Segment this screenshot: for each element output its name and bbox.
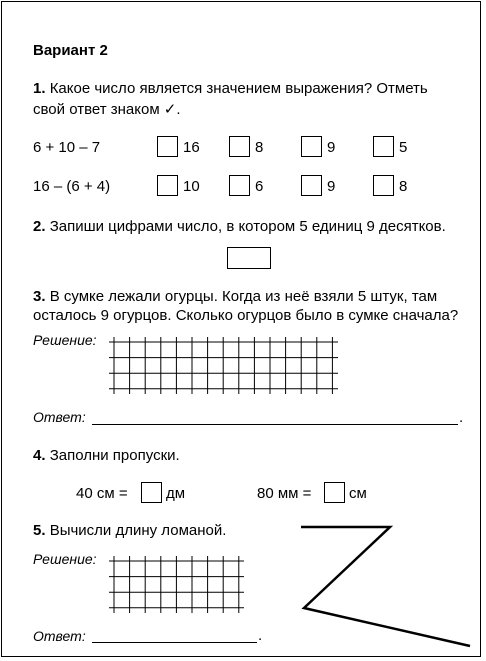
task1-number: 1.: [33, 80, 46, 97]
conversion-input[interactable]: [324, 482, 345, 503]
option-label: 10: [183, 178, 200, 195]
task3-text-1: В сумке лежали огурцы. Когда из неё взяли 5 штук, там: [49, 288, 438, 305]
answer-period: .: [459, 409, 464, 426]
conversion-right: 80 мм =: [257, 485, 312, 502]
option-label: 5: [399, 139, 408, 156]
task4-number: 4.: [33, 447, 46, 464]
conversion-left: 40 см =: [76, 485, 128, 502]
answer-line[interactable]: [92, 642, 257, 643]
solution-label: Решение:: [33, 551, 97, 567]
task1-expr-1: 6 + 10 – 7: [33, 139, 101, 156]
task3-number: 3.: [33, 288, 46, 305]
task5-line: [33, 522, 226, 540]
answer-label: Ответ:: [33, 409, 86, 425]
unit-label: см: [349, 485, 367, 502]
task1-expr-2: 16 – (6 + 4): [33, 178, 111, 195]
answer-label: Ответ:: [33, 628, 86, 644]
task4-text: Заполни пропуски.: [49, 447, 180, 464]
solution-grid-2: [109, 556, 244, 613]
page-title: Вариант 2: [33, 42, 108, 59]
option-label: 8: [255, 139, 264, 156]
conversion-input[interactable]: [141, 482, 162, 503]
task1-text-2: свой ответ знаком ✓.: [33, 101, 181, 118]
option-label: 8: [399, 178, 408, 195]
task2-number: 2.: [33, 218, 46, 235]
option-label: 16: [183, 139, 200, 156]
task2-text: Запиши цифрами число, в котором 5 единиц 9 десятков.: [49, 218, 446, 235]
option-label: 6: [255, 178, 264, 195]
task5-text: Вычисли длину ломаной.: [49, 522, 227, 539]
answer-line[interactable]: [92, 424, 458, 425]
task5-number: 5.: [33, 522, 46, 539]
option-label: 9: [327, 178, 336, 195]
task1-text-1: Какое число является значением выражения? Отметь: [49, 80, 428, 97]
task4-line: [33, 447, 180, 465]
broken-line-figure: [301, 527, 470, 646]
option-label: 9: [327, 139, 336, 156]
answer-period: .: [258, 627, 263, 644]
solution-grid-1: [109, 337, 338, 394]
task3-text-2: осталось 9 огурцов. Сколько огурцов было в сумке сначала?: [33, 307, 459, 324]
solution-label: Решение:: [33, 332, 97, 348]
unit-label: дм: [166, 485, 186, 502]
